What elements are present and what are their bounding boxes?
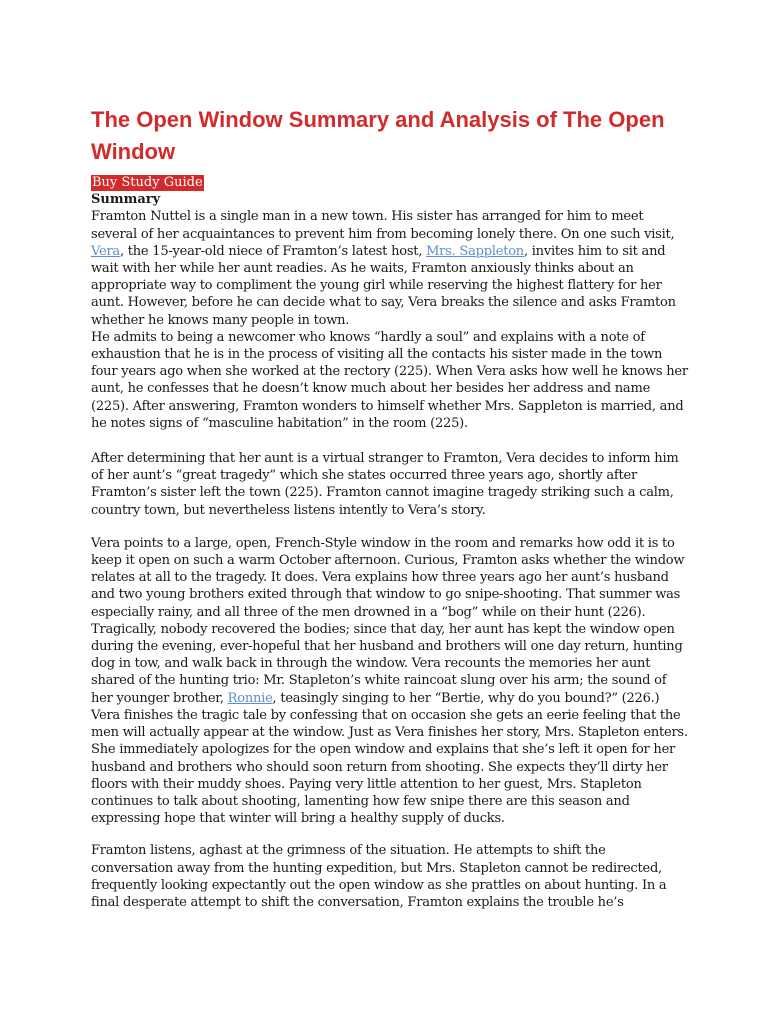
ronnie-link[interactable]: Ronnie xyxy=(227,690,273,706)
paragraph-1 xyxy=(91,208,691,328)
paragraph-5: Framton listens, aghast at the grimness of the situation. He attempts to shift the conversation away from the hunting expedition, but Mrs. Stapleton cannot be redirected, frequently looking expectantly out the open window as she prattles on about hunting. In a final desperate attempt to shift the conversation, Framton explains the trouble he’s xyxy=(91,843,667,910)
mrs-sappleton-link[interactable]: Mrs. Sappleton xyxy=(426,243,524,259)
section-heading: Summary xyxy=(91,192,161,208)
document-title: The Open Window Summary and Analysis of The Open Window xyxy=(91,107,665,164)
study-guide-row xyxy=(91,174,691,191)
paragraph-1-text-b: , the 15-year-old niece of Framton’s latest host, xyxy=(119,243,427,259)
paragraph-4 xyxy=(91,535,691,827)
paragraph-1-text-a: Framton Nuttel is a single man in a new town. His sister has arranged for him to meet several of her acquaintances to prevent him from becoming lonely there. On one such visit, xyxy=(91,209,675,242)
paragraph-4-text-b: , teasingly singing to her “Bertie, why do you bound?” (226.) Vera finishes the tragic tale by confessing that on occasion she gets an eerie feeling that the men will actually appear at the window. Just as Vera finishes her story, Mrs. Stapleton enters. She immediately apologizes for the open window and explains that she’s left it open for her husband and brothers who should soon return from shooting. She expects they’ll dirty her floors with their muddy shoes. Paying very little attention to her guest, Mrs. Stapleton continues to talk about shooting, lamenting how few snipe there are this season and expressing hope that winter will bring a healthy supply of ducks. xyxy=(91,690,688,827)
paragraph-4-text-a: Vera points to a large, open, French-Style window in the room and remarks how odd it is to keep it open on such a warm October afternoon. Curious, Framton asks whether the window relates at all to the tragedy. It does. Vera explains how three years ago her aunt’s husband and two young brothers exited through that window to go snipe-shooting. That summer was especially rainy, and all three of the men drowned in a “bog” while on their hunt (226). Tragically, nobody recovered the bodies; since that day, her aunt has kept the window open during the evening, ever-hopeful that her husband and brothers will one day return, hunting dog in tow, and walk back in through the window. Vera recounts the memories her aunt shared of the hunting trio: Mr. Stapleton’s white raincoat slung over his arm; the sound of her younger brother, xyxy=(91,535,685,706)
document-page xyxy=(91,104,691,911)
paragraph-1-text-c: , invites him to sit and wait with her while her aunt readies. As he waits, Framton anxiously thinks about an appropriate way to compliment the young girl while reserving the highest flattery for her aunt. However, before he can decide what to say, Vera breaks the silence and asks Framton whether he knows many people in town. xyxy=(91,243,676,328)
paragraph-2: He admits to being a newcomer who knows “hardly a soul” and explains with a note of exhaustion that he is in the process of visiting all the contacts his sister made in the town four years ago when she worked at the rectory (225). When Vera asks how well he knows her aunt, he confesses that he doesn’t know much about her besides her address and name (225). After answering, Framton wonders to himself whether Mrs. Sappleton is married, and he notes signs of “masculine habitation” in the room (225). xyxy=(91,329,688,431)
buy-study-guide-link[interactable]: Buy Study Guide xyxy=(92,175,203,190)
paragraph-3: After determining that her aunt is a virtual stranger to Framton, Vera decides to inform him of her aunt’s “great tragedy” which she states occurred three years ago, shortly after Framton’s sister left the town (225). Framton cannot imagine tragedy striking such a calm, country town, but nevertheless listens intently to Vera’s story. xyxy=(91,451,679,518)
vera-link[interactable]: Vera xyxy=(91,243,120,259)
